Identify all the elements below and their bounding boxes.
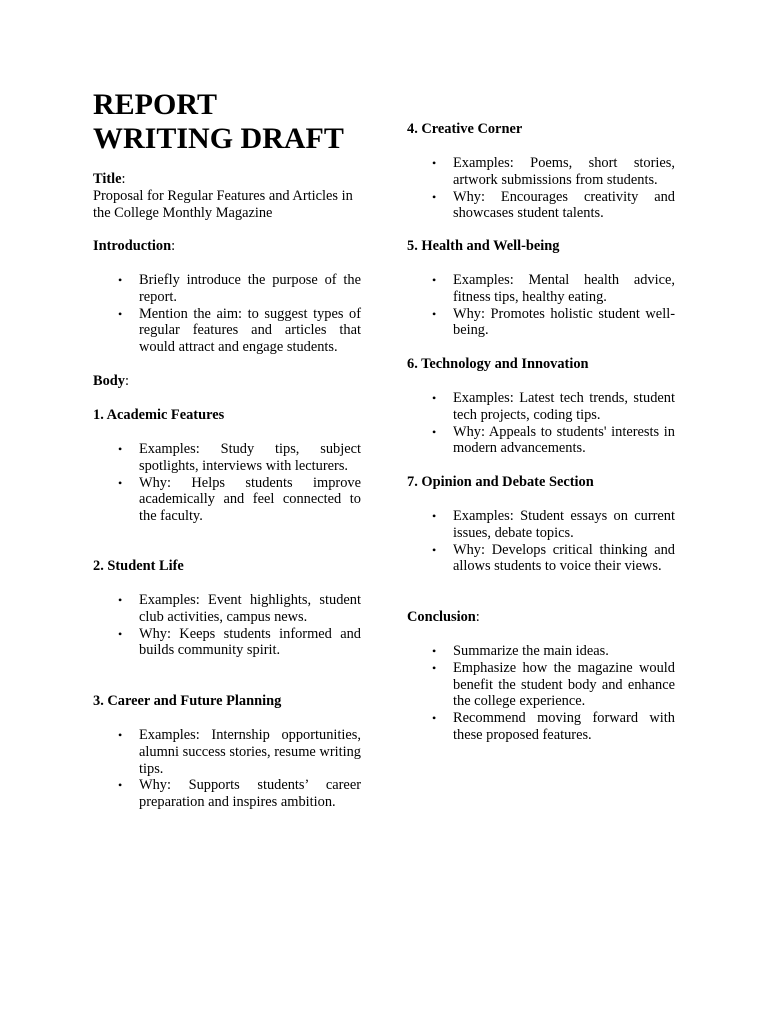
list-item-text: Why: Helps students improve academically and feel connected to the faculty. xyxy=(139,474,361,525)
list-item-text: Why: Promotes holistic student well-being. xyxy=(453,305,675,339)
list-item xyxy=(407,508,675,542)
document-title-line-2: WRITING DRAFT xyxy=(93,122,344,155)
bullet-icon: • xyxy=(118,593,123,607)
list-item xyxy=(93,626,361,660)
title-label-line xyxy=(93,171,361,188)
bullet-icon: • xyxy=(432,306,437,321)
section-heading: 7. Opinion and Debate Section xyxy=(407,474,594,490)
list-item-text: Recommend moving forward with these proposed features. xyxy=(453,710,675,743)
list-item xyxy=(407,660,675,710)
bullet-icon: • xyxy=(118,778,123,793)
list-item xyxy=(407,643,675,660)
introduction-section xyxy=(93,238,361,255)
section-5 xyxy=(407,238,675,255)
section-4-bullets xyxy=(407,155,675,222)
section-7-list xyxy=(407,508,675,575)
bullet-icon: • xyxy=(118,626,123,641)
bullet-icon: • xyxy=(432,424,437,439)
list-item xyxy=(407,424,675,458)
list-item-text: Examples: Event highlights, student club activities, campus news. xyxy=(139,592,361,625)
section-6-list xyxy=(407,390,675,457)
list-item-text: Examples: Mental health advice, fitness tips, healthy eating. xyxy=(453,272,675,305)
list-item-text: Examples: Student essays on current issues, debate topics. xyxy=(453,508,675,541)
conclusion-label-line xyxy=(407,609,675,626)
list-item xyxy=(93,592,361,626)
list-item-text: Briefly introduce the purpose of the report. xyxy=(139,272,361,305)
list-item xyxy=(93,272,361,306)
list-item-text: Examples: Poems, short stories, artwork submissions from students. xyxy=(453,155,675,188)
section-heading: 6. Technology and Innovation xyxy=(407,356,589,372)
section-3-list xyxy=(93,727,361,811)
list-item xyxy=(407,272,675,306)
body-label-colon: : xyxy=(125,373,129,389)
title-label-colon: : xyxy=(121,171,126,187)
document-title-line-1: REPORT xyxy=(93,88,217,121)
introduction-bullets xyxy=(93,272,361,356)
body-label: Body xyxy=(93,373,125,389)
bullet-icon: • xyxy=(118,306,123,321)
section-4 xyxy=(407,121,675,138)
bullet-icon: • xyxy=(432,189,437,204)
bullet-icon: • xyxy=(118,442,123,456)
list-item xyxy=(407,390,675,424)
list-item-text: Emphasize how the magazine would benefit the student body and enhance the college experience. xyxy=(453,659,675,710)
section-1-bullets xyxy=(93,441,361,525)
list-item-text: Summarize the main ideas. xyxy=(453,643,609,659)
conclusion-list xyxy=(407,643,675,744)
body-section xyxy=(93,373,361,390)
list-item xyxy=(93,306,361,356)
bullet-icon: • xyxy=(118,475,123,490)
bullet-icon: • xyxy=(432,273,437,287)
bullet-icon: • xyxy=(432,156,437,170)
section-1 xyxy=(93,407,361,424)
section-6-bullets xyxy=(407,390,675,457)
list-item xyxy=(407,155,675,189)
section-heading: 3. Career and Future Planning xyxy=(93,693,282,709)
list-item xyxy=(407,306,675,340)
section-heading: 4. Creative Corner xyxy=(407,121,523,137)
title-section xyxy=(93,171,361,221)
list-item xyxy=(93,727,361,777)
body-label-line xyxy=(93,373,361,390)
bullet-icon: • xyxy=(432,644,437,658)
section-heading: 5. Health and Well-being xyxy=(407,238,560,254)
conclusion-bullets xyxy=(407,643,675,744)
section-2-list xyxy=(93,592,361,659)
conclusion-label: Conclusion xyxy=(407,609,476,625)
title-label: Title xyxy=(93,171,122,187)
list-item-text: Why: Develops critical thinking and allows students to voice their views. xyxy=(453,541,675,575)
list-item xyxy=(93,475,361,525)
introduction-list xyxy=(93,272,361,356)
introduction-label-colon: : xyxy=(171,238,176,254)
introduction-label-line xyxy=(93,238,361,255)
section-5-list xyxy=(407,272,675,339)
section-2-bullets xyxy=(93,592,361,659)
title-text: Proposal for Regular Features and Articles in the College Monthly Magazine xyxy=(93,187,353,221)
list-item-text: Why: Supports students’ career preparation and inspires ambition. xyxy=(139,777,361,811)
list-item-text: Mention the aim: to suggest types of regular features and articles that would attract and engage students. xyxy=(139,305,361,356)
list-item-text: Why: Appeals to students' interests in modern advancements. xyxy=(453,423,675,457)
section-1-list xyxy=(93,441,361,525)
section-7 xyxy=(407,474,675,491)
section-4-list xyxy=(407,155,675,222)
section-heading: 1. Academic Features xyxy=(93,407,225,423)
document-title xyxy=(93,88,383,156)
bullet-icon: • xyxy=(432,542,437,557)
list-item-text: Why: Encourages creativity and showcases student talents. xyxy=(453,188,675,222)
conclusion-section xyxy=(407,609,675,626)
list-item-text: Why: Keeps students informed and builds community spirit. xyxy=(139,625,361,659)
section-7-bullets xyxy=(407,508,675,575)
list-item-text: Examples: Study tips, subject spotlights, interviews with lecturers. xyxy=(139,441,361,474)
list-item xyxy=(93,777,361,811)
list-item xyxy=(407,710,675,744)
list-item xyxy=(407,542,675,576)
section-5-bullets xyxy=(407,272,675,339)
bullet-icon: • xyxy=(432,660,437,675)
section-3-bullets xyxy=(93,727,361,811)
bullet-icon: • xyxy=(118,273,123,287)
introduction-label: Introduction xyxy=(93,238,172,254)
list-item-text: Examples: Latest tech trends, student tech projects, coding tips. xyxy=(453,390,675,423)
bullet-icon: • xyxy=(432,711,437,726)
bullet-icon: • xyxy=(432,509,437,523)
list-item xyxy=(407,189,675,223)
conclusion-label-colon: : xyxy=(475,609,480,625)
list-item-text: Examples: Internship opportunities, alumni success stories, resume writing tips. xyxy=(139,727,361,777)
section-2 xyxy=(93,558,361,575)
list-item xyxy=(93,441,361,475)
bullet-icon: • xyxy=(118,728,123,742)
section-heading: 2. Student Life xyxy=(93,558,184,574)
section-6 xyxy=(407,356,675,373)
section-3 xyxy=(93,693,361,710)
bullet-icon: • xyxy=(432,391,437,405)
